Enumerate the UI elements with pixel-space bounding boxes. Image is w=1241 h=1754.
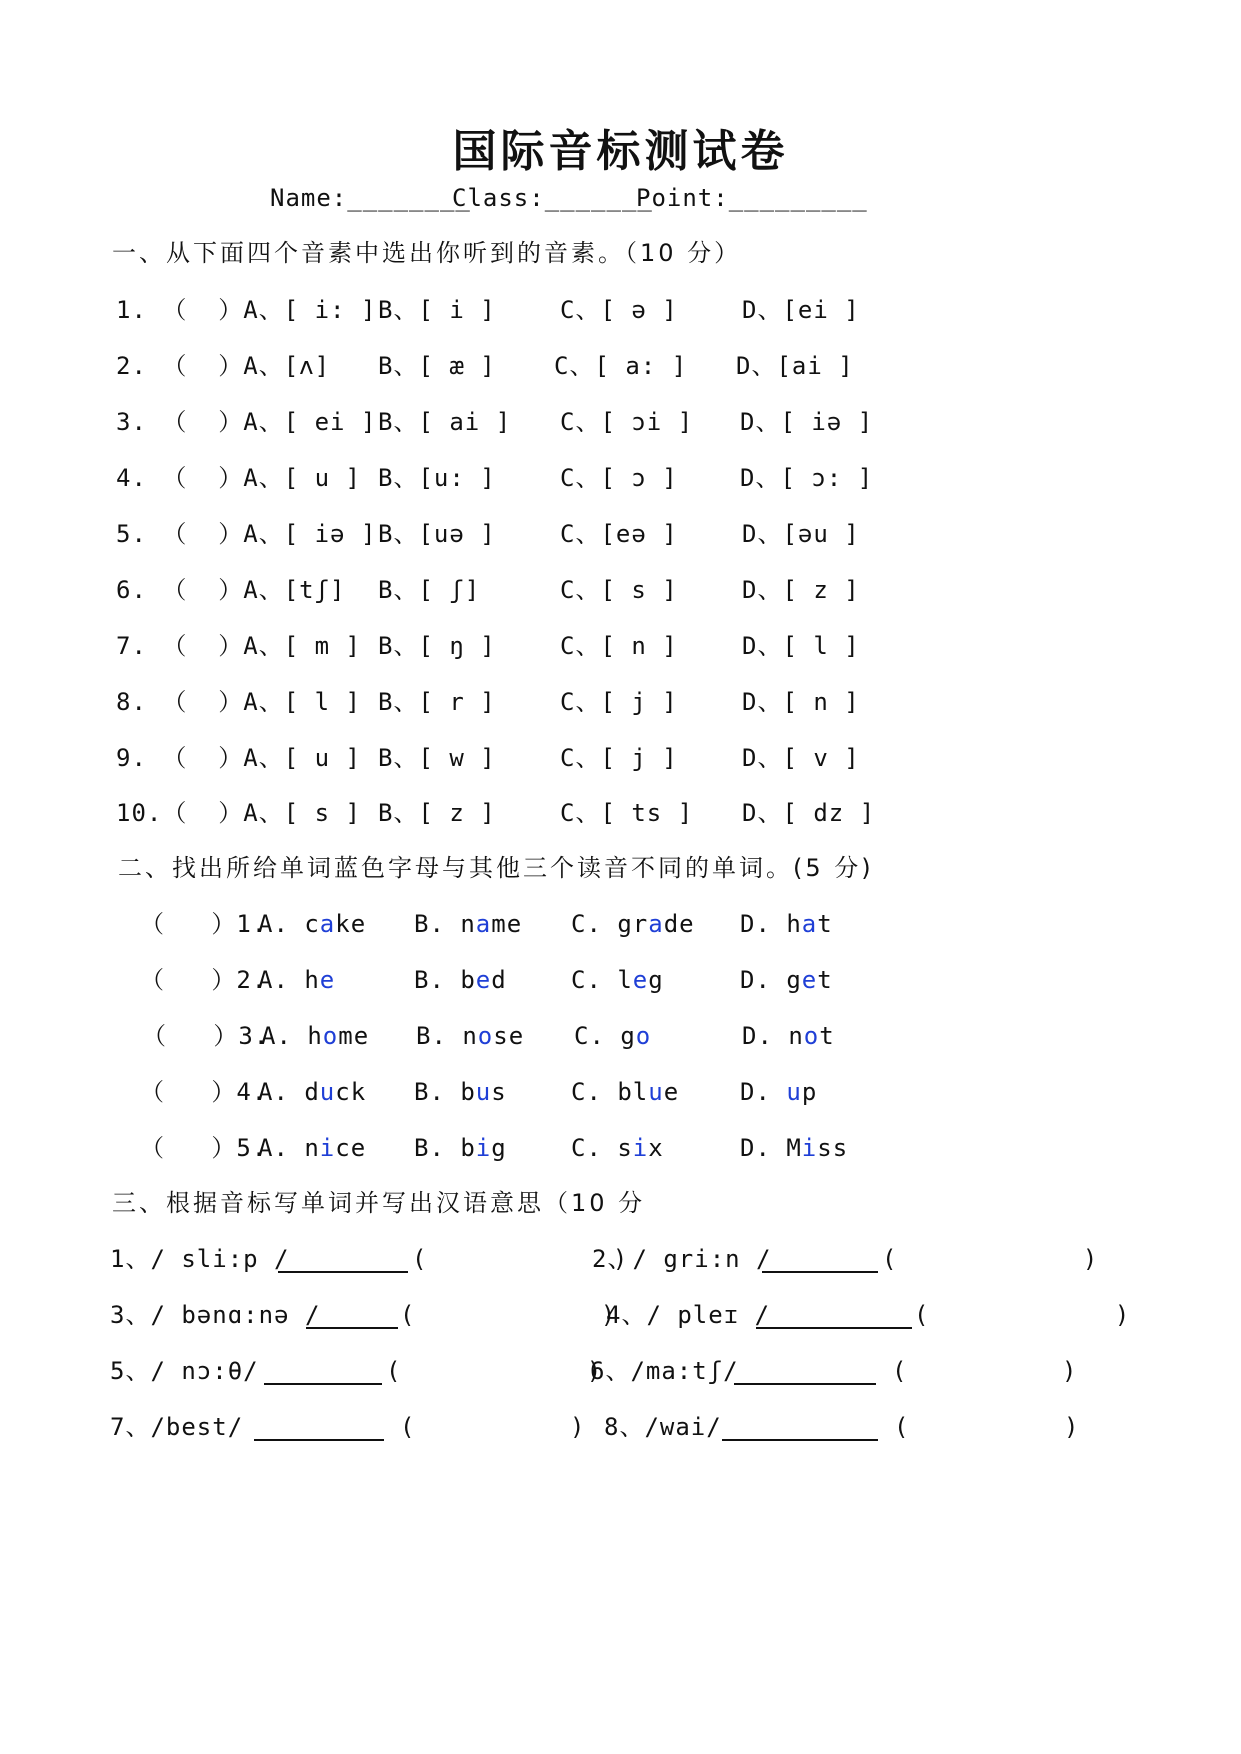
- s3-item1-label: 1、/ sli:p /: [110, 1245, 290, 1273]
- s2-q5-d: D. Miss: [740, 1134, 849, 1162]
- s1-q5-d: D、[əu ]: [742, 520, 860, 548]
- s1-q4-d: D、[ ɔ: ]: [740, 464, 874, 492]
- s3-item4-label: 4、/ pleɪ /: [606, 1301, 771, 1329]
- s1-q9-d: D、[ v ]: [742, 744, 860, 772]
- s2-q1-number: （ ）1.: [140, 910, 268, 938]
- s1-q3-b: B、[ ai ]: [378, 408, 512, 436]
- section1-heading: 一、从下面四个音素中选出你听到的音素。（10 分）: [112, 239, 742, 267]
- s3-item2-answer-blank[interactable]: [762, 1249, 878, 1273]
- s1-q6-d: D、[ z ]: [742, 576, 860, 604]
- s3-item4-answer-blank[interactable]: [756, 1305, 912, 1329]
- s3-item5-label: 5、/ nɔ:θ/: [110, 1357, 259, 1385]
- s1-q10-a: 10.（ ）A、[ s ]: [116, 799, 361, 827]
- point-field: Point:_________: [636, 184, 868, 212]
- s1-q8-a: 8. （ ）A、[ l ]: [116, 688, 361, 716]
- name-field: Name:________: [270, 184, 471, 212]
- section2-heading: 二、找出所给单词蓝色字母与其他三个读音不同的单词。(5 分): [118, 854, 874, 882]
- s1-q6-a: 6. （ ）A、[tʃ]: [116, 576, 346, 604]
- s1-q8-c: C、[ j ]: [560, 688, 678, 716]
- s1-q1-c: C、[ ə ]: [560, 296, 678, 324]
- s1-q1-d: D、[ei ]: [742, 296, 860, 324]
- s1-q5-b: B、[uə ]: [378, 520, 496, 548]
- s3-item5-meaning-paren: ( ): [386, 1357, 603, 1385]
- s2-q3-number: （ ）3.: [142, 1022, 270, 1050]
- s1-q9-b: B、[ w ]: [378, 744, 496, 772]
- s2-q3-c: C. go: [574, 1022, 652, 1050]
- s3-item3-meaning-paren: ( ): [400, 1301, 617, 1329]
- s1-q8-d: D、[ n ]: [742, 688, 860, 716]
- s2-q5-c: C. six: [571, 1134, 664, 1162]
- s1-q2-c: C、[ a: ]: [554, 352, 688, 380]
- s2-q5-a: A. nice: [258, 1134, 367, 1162]
- s3-item3-label: 3、/ bənɑ:nə /: [110, 1301, 321, 1329]
- s2-q2-c: C. leg: [571, 966, 664, 994]
- s3-item7-label: 7、/best/: [110, 1413, 244, 1441]
- s3-item3-answer-blank[interactable]: [306, 1305, 398, 1329]
- s2-q4-d: D. up: [740, 1078, 818, 1106]
- s3-item8-meaning-paren: ( ): [894, 1413, 1080, 1441]
- s3-item7-answer-blank[interactable]: [254, 1417, 384, 1441]
- s3-item2-meaning-paren: ( ): [882, 1245, 1099, 1273]
- s3-item6-meaning-paren: ( ): [892, 1357, 1078, 1385]
- s2-q1-b: B. name: [414, 910, 523, 938]
- s3-item6-answer-blank[interactable]: [734, 1361, 876, 1385]
- s2-q1-a: A. cake: [258, 910, 367, 938]
- s1-q5-a: 5. （ ）A、[ iə ]: [116, 520, 377, 548]
- s1-q3-c: C、[ ɔi ]: [560, 408, 694, 436]
- s1-q1-b: B、[ i ]: [378, 296, 496, 324]
- s1-q10-d: D、[ dz ]: [742, 799, 876, 827]
- s3-item8-label: 8、/wai/: [604, 1413, 722, 1441]
- page-title: 国际音标测试卷: [452, 126, 789, 177]
- s1-q9-a: 9. （ ）A、[ u ]: [116, 744, 361, 772]
- s1-q1-a: 1. （ ）A、[ i: ]: [116, 296, 377, 324]
- s1-q7-d: D、[ l ]: [742, 632, 860, 660]
- s1-q6-c: C、[ s ]: [560, 576, 678, 604]
- s2-q4-a: A. duck: [258, 1078, 367, 1106]
- s1-q4-c: C、[ ɔ ]: [560, 464, 678, 492]
- s2-q4-number: （ ）4.: [140, 1078, 268, 1106]
- s1-q2-d: D、[ai ]: [736, 352, 854, 380]
- s3-item4-meaning-paren: ( ): [914, 1301, 1131, 1329]
- s1-q2-b: B、[ æ ]: [378, 352, 496, 380]
- s3-item7-meaning-paren: ( ): [400, 1413, 586, 1441]
- s2-q4-b: B. bus: [414, 1078, 507, 1106]
- s3-item8-answer-blank[interactable]: [722, 1417, 878, 1441]
- s2-q2-b: B. bed: [414, 966, 507, 994]
- s2-q3-a: A. home: [261, 1022, 370, 1050]
- s1-q5-c: C、[eə ]: [560, 520, 678, 548]
- s1-q9-c: C、[ j ]: [560, 744, 678, 772]
- s1-q3-d: D、[ iə ]: [740, 408, 874, 436]
- s1-q7-c: C、[ n ]: [560, 632, 678, 660]
- s2-q1-d: D. hat: [740, 910, 833, 938]
- s1-q2-a: 2. （ ）A、[ʌ]: [116, 352, 331, 380]
- s2-q2-number: （ ）2.: [140, 966, 268, 994]
- section3-heading: 三、根据音标写单词并写出汉语意思（10 分: [112, 1189, 646, 1217]
- class-field: Class:_______: [452, 184, 653, 212]
- s1-q10-c: C、[ ts ]: [560, 799, 694, 827]
- s3-item6-label: 6、/ma:tʃ/: [590, 1357, 739, 1385]
- s1-q7-a: 7. （ ）A、[ m ]: [116, 632, 361, 660]
- s2-q2-a: A. he: [258, 966, 336, 994]
- s1-q3-a: 3. （ ）A、[ ei ]: [116, 408, 377, 436]
- s2-q5-b: B. big: [414, 1134, 507, 1162]
- s2-q3-d: D. not: [742, 1022, 835, 1050]
- s1-q10-b: B、[ z ]: [378, 799, 496, 827]
- s3-item5-answer-blank[interactable]: [264, 1361, 382, 1385]
- s2-q1-c: C. grade: [571, 910, 695, 938]
- s2-q4-c: C. blue: [571, 1078, 680, 1106]
- s2-q2-d: D. get: [740, 966, 833, 994]
- s1-q4-b: B、[u: ]: [378, 464, 496, 492]
- s3-item1-meaning-paren: ( ): [412, 1245, 629, 1273]
- s1-q7-b: B、[ ŋ ]: [378, 632, 496, 660]
- s1-q8-b: B、[ r ]: [378, 688, 496, 716]
- s3-item2-label: 2、/ gri:n /: [592, 1245, 772, 1273]
- s3-item1-answer-blank[interactable]: [278, 1249, 408, 1273]
- s1-q6-b: B、[ ʃ]: [378, 576, 481, 604]
- s2-q3-b: B. nose: [416, 1022, 525, 1050]
- s1-q4-a: 4. （ ）A、[ u ]: [116, 464, 361, 492]
- s2-q5-number: （ ）5.: [140, 1134, 268, 1162]
